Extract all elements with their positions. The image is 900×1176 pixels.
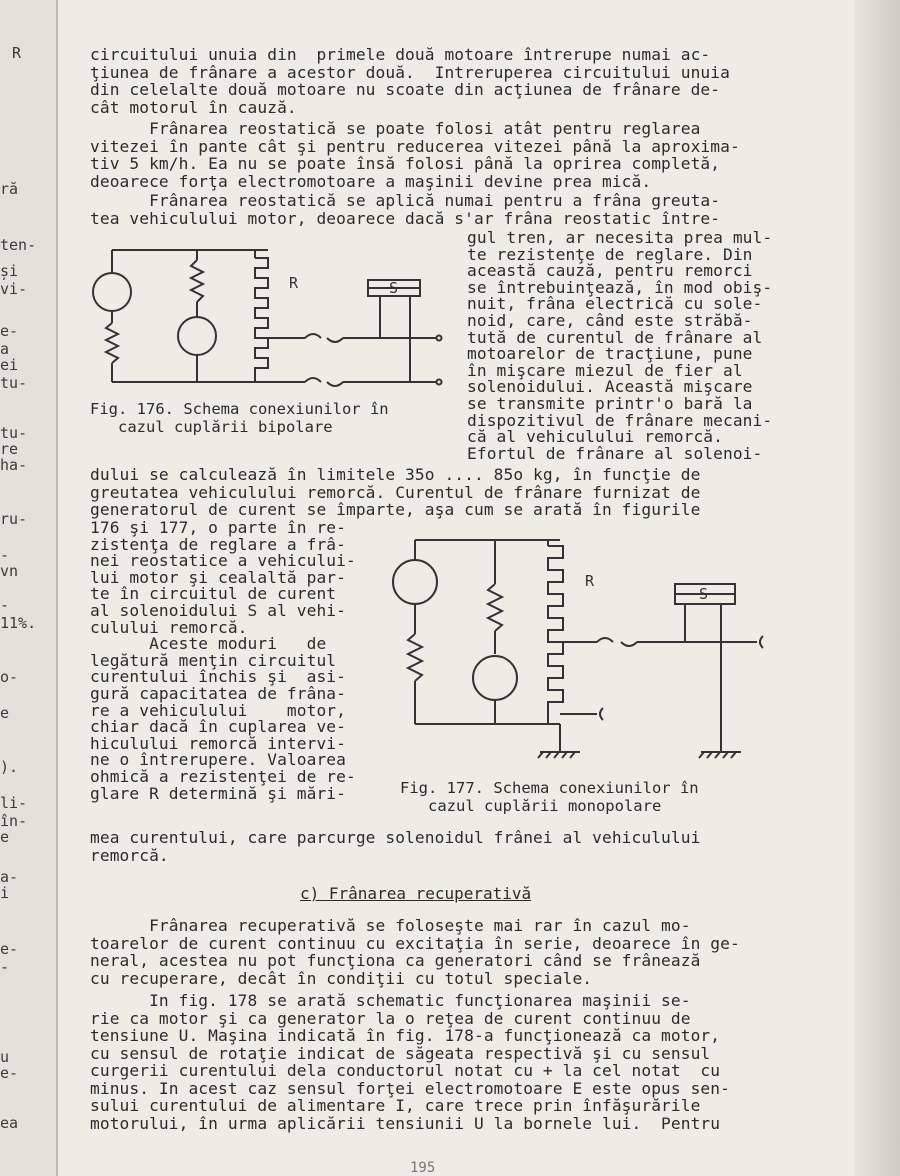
text-line: în mişcare miezul de fier al	[467, 360, 743, 380]
margin-fragment: ).	[0, 758, 19, 776]
margin-fragment: re	[0, 440, 19, 458]
margin-fragment: e-	[0, 940, 19, 958]
text-line: remorcă.	[90, 845, 169, 865]
margin-fragment: i	[0, 884, 10, 902]
fig177-caption: cazul cuplării monopolare	[400, 797, 662, 815]
text-line: se transmite printr'o bară la	[467, 394, 753, 413]
text-line: toarelor de curent continuu cu excitaţia în serie, deoarece în ge-	[90, 933, 740, 953]
field-winding-icon	[488, 584, 502, 631]
margin-fragment: -	[0, 596, 10, 614]
fig176-caption: cazul cuplării bipolare	[90, 418, 333, 436]
page-number: 195	[410, 1160, 436, 1176]
text-line: că al vehiculului remorcă.	[467, 427, 723, 447]
margin-fragment: R	[12, 44, 22, 62]
margin-fragment: ten-	[0, 236, 37, 254]
text-line: se întrebuinţează, în mod obiş-	[467, 277, 773, 297]
text-line: tensiune U. Maşina indicată în fig. 178-a funcţionează ca motor,	[90, 1026, 721, 1045]
text-line: vitezei în pante cât şi pentru reducerea vitezei până la aproxima-	[90, 136, 740, 156]
text-line: greutatea vehiculului remorcă. Curentul de frânare furnizat de	[90, 482, 701, 502]
text-line: această cauză, pentru remorci	[467, 261, 753, 281]
text-line: generatorul de curent se împarte, aşa cum se arată în figurile	[90, 500, 701, 519]
text-line: nuit, frâna electrică cu sole-	[467, 294, 763, 314]
text-line: dispozitivul de frânare mecani-	[467, 410, 773, 430]
fig176-label-r: R	[289, 274, 299, 292]
text-line: minus. In acest caz sensul forţei electromotoare E este opus sen-	[90, 1078, 730, 1098]
resistor-icon	[408, 634, 422, 681]
text-line: ne o întrerupere. Valoarea	[90, 750, 346, 770]
motor-icon	[473, 656, 517, 700]
text-line: legătură menţin circuitul	[90, 650, 337, 670]
fig177-label-r: R	[585, 572, 595, 590]
margin-fragment: ha-	[0, 456, 28, 474]
margin-fragment: ră	[0, 180, 19, 198]
text-line: Frânarea reostatică se poate folosi atât pentru reglarea	[90, 119, 701, 138]
text-line: dului se calculează în limitele 35o .... 85o kg, în funcţie de	[90, 465, 701, 484]
text-line: curgerii curentului dela conductorul notat cu + la cel notat cu	[90, 1061, 721, 1080]
text-line: Efortul de frânare al solenoi-	[467, 443, 763, 463]
margin-fragment: li-	[0, 794, 28, 812]
rheostat-r-icon	[255, 258, 268, 382]
text-line: mea curentului, care parcurge solenoidul frânei al vehiculului	[90, 828, 701, 847]
text-line: te rezistenţe de reglare. Din	[467, 244, 753, 264]
text-line: tiv 5 km/h. Ea nu se poate însă folosi până la oprirea completă,	[90, 154, 721, 173]
text-line: noid, care, când este străbă-	[467, 311, 753, 330]
margin-fragment: 11%.	[0, 614, 37, 632]
margin-fragment: vi-	[0, 280, 28, 298]
margin-fragment: a-	[0, 868, 19, 886]
text-line: re a vehiculului motor,	[90, 700, 346, 720]
text-line: al solenoidului S al vehi-	[90, 601, 346, 620]
fig177-caption: Fig. 177. Schema conexiunilor în	[400, 779, 699, 797]
margin-fragment: tu-	[0, 374, 28, 392]
text-line: zistenţa de reglare a frâ-	[90, 534, 346, 554]
margin-fragment: ea	[0, 1114, 19, 1132]
coupling-plug-icon	[305, 334, 343, 342]
margin-fragment: și	[0, 262, 19, 280]
text-line: cât motorul în cauză.	[90, 97, 297, 117]
text-line: cu sensul de rotaţie indicat de săgeata respectivă şi cu sensul	[90, 1043, 711, 1063]
margin-fragment: ei	[0, 356, 19, 374]
fig176-caption: Fig. 176. Schema conexiunilor în	[90, 400, 389, 418]
text-line: culului remorcă.	[90, 617, 248, 637]
margin-fragment: -	[0, 546, 10, 564]
text-line: neral, acestea nu pot funcţiona ca generatori când se frânează	[90, 951, 701, 970]
text-line: circuitului unuia din primele două motoare întrerupe numai ac-	[90, 45, 711, 64]
text-line: cu recuperare, decât în condiţii cu totul speciale.	[90, 968, 593, 988]
margin-fragment: a	[0, 340, 10, 358]
rheostat-r-icon	[548, 546, 563, 724]
margin-fragment: o-	[0, 668, 19, 686]
motor-icon	[93, 273, 131, 311]
margin-fragment: -	[0, 958, 10, 976]
text-line: rie ca motor şi ca generator la o reţea de curent continuu de	[90, 1008, 691, 1028]
text-line: curentului închis şi asi-	[90, 667, 346, 687]
page-edge-shadow	[854, 0, 900, 1176]
text-line: chiar dacă în cuplarea ve-	[90, 717, 346, 737]
text-line: solenoidului. Această mişcare	[467, 377, 753, 397]
text-line: lui motor şi cealaltă par-	[90, 567, 346, 587]
margin-fragment: ru-	[0, 510, 28, 528]
text-line: sului curentului de alimentare I, care trece prin înfăşurările	[90, 1096, 701, 1115]
text-line: tea vehiculului motor, deoarece dacă s'ar frâna reostatic între-	[90, 208, 721, 228]
fig176-label-s: S	[389, 279, 399, 297]
coupling-plug-icon	[305, 378, 343, 386]
text-line: tută de curentul de frânare al	[467, 327, 763, 347]
resistor-icon	[106, 323, 118, 363]
text-line: Frânarea recuperativă se foloseşte mai rar în cazul mo-	[90, 916, 691, 935]
margin-fragment: u	[0, 1048, 10, 1066]
section-heading: c) Frânarea recuperativă	[300, 884, 532, 903]
text-line: deoarece forţa electromotoare a maşinii devine prea mică.	[90, 171, 652, 191]
text-line: motorului, în urma aplicării tensiunii U la bornele lui. Pentru	[90, 1113, 721, 1133]
text-line: te în circuitul de curent	[90, 584, 337, 604]
margin-fragment: vn	[0, 562, 19, 580]
text-line: gură capacitatea de frâna-	[90, 684, 346, 703]
margin-fragment: în-	[0, 812, 28, 830]
text-line: glare R determină şi mări-	[90, 783, 346, 803]
text-line: ohmică a rezistenţei de re-	[90, 767, 356, 786]
text-line: motoarelor de tracţiune, pune	[467, 344, 753, 364]
motor-icon	[178, 317, 216, 355]
text-line: Aceste moduri de	[90, 634, 327, 654]
field-winding-icon	[191, 260, 203, 302]
margin-fragment: e-	[0, 322, 19, 340]
fig177-label-s: S	[699, 585, 709, 603]
text-line: 176 şi 177, o parte în re-	[90, 518, 346, 537]
margin-fragment: tu-	[0, 424, 28, 442]
margin-fragment: e	[0, 704, 10, 722]
figure-177-circuit	[385, 534, 770, 774]
margin-fragment: e	[0, 828, 10, 846]
text-line: In fig. 178 se arată schematic funcţionarea maşinii se-	[90, 991, 691, 1010]
previous-page-edge	[0, 0, 58, 1176]
text-line: hiculului remorcă intervi-	[90, 733, 346, 753]
text-line: Frânarea reostatică se aplică numai pentru a frâna greuta-	[90, 191, 721, 210]
text-line: gul tren, ar necesita prea mul-	[467, 228, 773, 247]
text-line: din celelalte două motoare nu scoate din acţiunea de frânare de-	[90, 80, 721, 99]
text-line: nei reostatice a vehicului-	[90, 551, 356, 571]
margin-fragment: e-	[0, 1064, 19, 1082]
figure-176-circuit	[85, 238, 455, 398]
motor-icon	[393, 560, 437, 604]
text-line: ţiunea de frânare a acestor două. Intreruperea circuitului unuia	[90, 62, 730, 82]
coupling-plug-icon	[597, 638, 637, 646]
